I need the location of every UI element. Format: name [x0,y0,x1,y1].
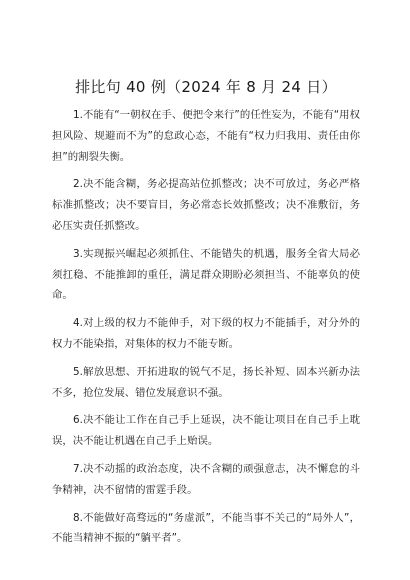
paragraph-1: 1.不能有“一朝权在手、便把令来行”的任性妄为，不能有“用权担风险、规避而不为”的怠政心态，不能有“权力归我用、责任由你担”的割裂失衡。 [52,109,360,163]
paragraph-8: 8.不能做好高骛远的“务虚派”，不能当事不关己的“局外人”，不能当精神不振的“躺平者”。 [52,511,360,545]
paragraph-5: 5.解放思想、开拓进取的锐气不足，扬长补短、固本兴新办法不多，抢位发展、错位发展意识不强。 [52,365,360,399]
paragraph-3: 3.实现振兴崛起必须抓住、不能错失的机遇，服务全省大局必须扛稳、不能推卸的重任，满足群众期盼必须担当、不能辜负的使命。 [52,247,360,302]
document-title: 排比句 40 例（2024 年 8 月 24 日） [75,78,337,96]
paragraph-6: 6.决不能让工作在自己手上延误，决不能让项目在自己手上耽误，决不能让机遇在自己手上贻误。 [52,414,360,448]
paragraph-4: 4.对上级的权力不能伸手，对下级的权力不能插手，对分外的权力不能染指，对集体的权力不能专断。 [52,317,360,350]
paragraph-7: 7.决不动摇的政治态度，决不含糊的顽强意志，决不懈怠的斗争精神，决不留情的雷霆手段。 [52,462,360,496]
paragraph-2: 2.决不能含糊，务必提高站位抓整改；决不可放过，务必严格标准抓整改；决不要盲目，务必常态长效抓整改；决不准敷衍，务必压实责任抓整改。 [52,178,360,232]
